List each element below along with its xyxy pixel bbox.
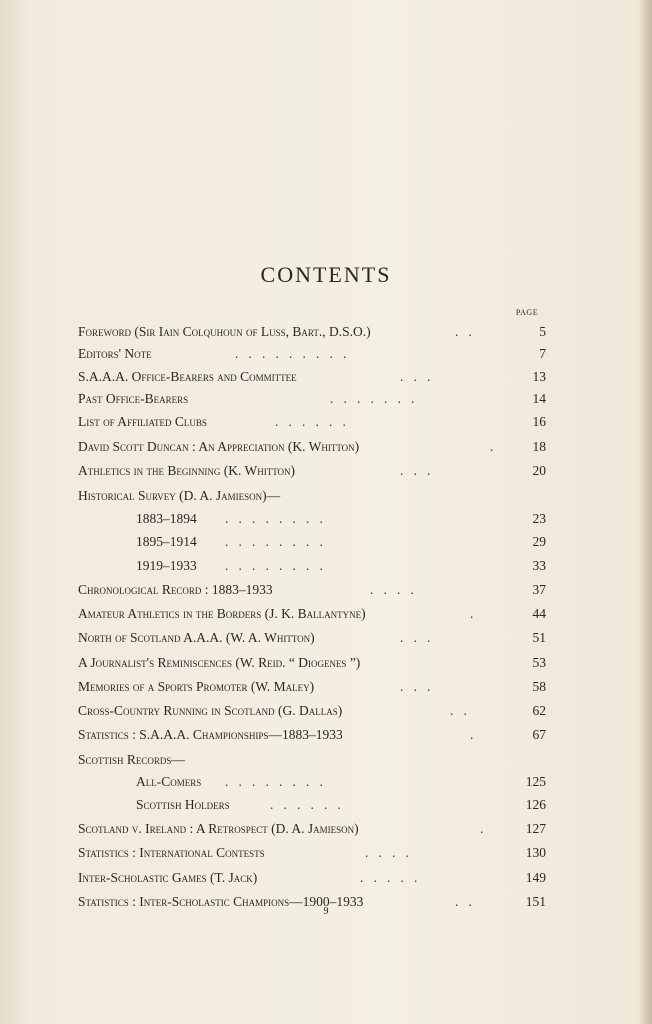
toc-entry	[0, 819, 652, 839]
toc-entry	[0, 461, 652, 481]
toc-entry-leader-dots: . . . .	[365, 845, 409, 860]
toc-entry	[0, 868, 652, 888]
toc-entry	[0, 795, 652, 815]
toc-entry-leader-dots: . . .	[400, 679, 431, 694]
toc-entry-title: Amateur Athletics in the Borders (J. K. Ballantyne)	[78, 606, 366, 621]
toc-entry-page-number: 18	[532, 439, 546, 454]
toc-entry-title: A Journalist's Reminiscences (W. Reid. “ Diogenes ”)	[78, 655, 361, 670]
toc-entry-title: 1883–1894	[136, 511, 197, 526]
toc-entry-leader-dots: .	[470, 727, 474, 742]
toc-entry-title: 1895–1914	[136, 534, 197, 549]
toc-entry-title: Historical Survey (D. A. Jamieson)—	[78, 488, 281, 503]
toc-entry	[0, 677, 652, 697]
toc-entry-page-number: 20	[532, 463, 546, 478]
toc-entry-title: Cross-Country Running in Scotland (G. Dallas)	[78, 703, 343, 718]
toc-entry-title: Athletics in the Beginning (K. Whitton)	[78, 463, 296, 478]
toc-entry-page-number: 23	[532, 511, 546, 526]
toc-entry-title: Past Office-Bearers	[78, 391, 189, 406]
toc-entry-leader-dots: . . .	[400, 463, 431, 478]
toc-entry	[0, 389, 652, 409]
toc-entry	[0, 843, 652, 863]
toc-entry-page-number: 125	[525, 774, 546, 789]
toc-entry-page-number: 5	[539, 324, 546, 339]
toc-entry-leader-dots: . . . .	[370, 582, 414, 597]
toc-entry-page-number: 14	[532, 391, 546, 406]
toc-entry-title: Statistics : Inter-Scholastic Champions—1900–1933	[78, 894, 364, 909]
toc-entry-leader-dots: . . .	[400, 630, 431, 645]
toc-entry	[0, 367, 652, 387]
toc-entry-page-number: 53	[532, 655, 546, 670]
page-title: CONTENTS	[260, 262, 392, 287]
page-number: 9	[323, 906, 329, 917]
toc-entry	[0, 580, 652, 600]
toc-entry-title: Inter-Scholastic Games (T. Jack)	[78, 870, 258, 885]
toc-entry	[0, 556, 652, 576]
toc-entry	[0, 486, 652, 506]
toc-entry-title: 1919–1933	[136, 558, 197, 573]
toc-entry-page-number: 16	[532, 414, 546, 429]
toc-entry-page-number: 126	[525, 797, 546, 812]
toc-entry-leader-dots: . .	[450, 703, 467, 718]
toc-entry-title: Memories of a Sports Promoter (W. Maley)	[78, 679, 315, 694]
toc-entry	[0, 725, 652, 745]
toc-entry-title: Chronological Record : 1883–1933	[78, 582, 273, 597]
toc-entry-page-number: 13	[532, 369, 546, 384]
toc-entry-leader-dots: . . . . . . .	[330, 391, 415, 406]
toc-entry	[0, 653, 652, 673]
toc-entry-title: Scotland v. Ireland : A Retrospect (D. A. Jamieson)	[78, 821, 359, 836]
toc-entry	[0, 604, 652, 624]
toc-entry-title: Scottish Holders	[136, 797, 230, 812]
toc-entry-leader-dots: . .	[455, 894, 472, 909]
toc-entry	[0, 509, 652, 529]
toc-entry-leader-dots: . . . . . . . .	[225, 534, 323, 549]
toc-entry	[0, 628, 652, 648]
toc-entry-page-number: 37	[532, 582, 546, 597]
toc-entry-title: All-Comers	[136, 774, 202, 789]
toc-entry-page-number: 67	[532, 727, 546, 742]
toc-entry-page-number: 151	[525, 894, 546, 909]
toc-entry	[0, 750, 652, 770]
toc-entry-leader-dots: . . . . . . . .	[225, 774, 323, 789]
page-column-label: PAGE	[515, 308, 539, 317]
toc-entry-leader-dots: . . . . .	[360, 870, 418, 885]
toc-entry	[0, 532, 652, 552]
toc-entry-page-number: 7	[539, 346, 546, 361]
toc-entry-leader-dots: . . . . . . . .	[225, 558, 323, 573]
toc-entry-leader-dots: .	[490, 439, 494, 454]
toc-entry-title: Editors' Note	[78, 346, 152, 361]
toc-entry-leader-dots: . . . . . .	[275, 414, 346, 429]
toc-entry-page-number: 29	[532, 534, 546, 549]
toc-entry-leader-dots: . . . . . . . .	[225, 511, 323, 526]
toc-entry-title: List of Affiliated Clubs	[78, 414, 207, 429]
toc-entry	[0, 322, 652, 342]
toc-entry-title: S.A.A.A. Office-Bearers and Committee	[78, 369, 297, 384]
toc-entry-page-number: 58	[532, 679, 546, 694]
toc-entry	[0, 412, 652, 432]
toc-entry-page-number: 51	[532, 630, 546, 645]
toc-entry-page-number: 127	[525, 821, 546, 836]
toc-entry	[0, 344, 652, 364]
toc-entry-title: Foreword (Sir Iain Colquhoun of Luss, Bart., D.S.O.)	[78, 324, 371, 339]
toc-entry-title: North of Scotland A.A.A. (W. A. Whitton)	[78, 630, 315, 645]
toc-entry-leader-dots: . . . . . .	[270, 797, 341, 812]
toc-entry-leader-dots: .	[480, 821, 484, 836]
toc-entry-page-number: 130	[525, 845, 546, 860]
toc-entry	[0, 437, 652, 457]
toc-entry-page-number: 149	[525, 870, 546, 885]
toc-entry-title: Statistics : S.A.A.A. Championships—1883–1933	[78, 727, 343, 742]
toc-entry-leader-dots: . .	[455, 324, 472, 339]
toc-entry-title: Scottish Records—	[78, 752, 185, 767]
toc-entry-page-number: 33	[532, 558, 546, 573]
toc-entry-title: Statistics : International Contests	[78, 845, 265, 860]
toc-entry-title: David Scott Duncan : An Appreciation (K. Whitton)	[78, 439, 360, 454]
toc-entry	[0, 701, 652, 721]
toc-entry-leader-dots: .	[470, 606, 474, 621]
toc-entry-leader-dots: . . .	[400, 369, 431, 384]
toc-entry-page-number: 62	[532, 703, 546, 718]
toc-entry-leader-dots: . . . . . . . . .	[235, 346, 347, 361]
toc-entry-page-number: 44	[532, 606, 546, 621]
toc-entry	[0, 772, 652, 792]
